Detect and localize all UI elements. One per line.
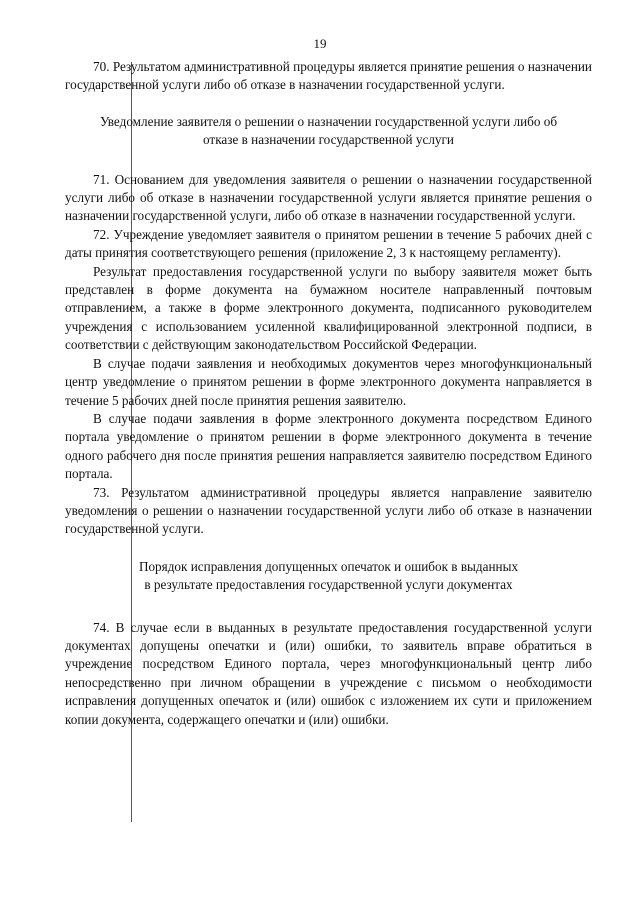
section-heading-corrections: Порядок исправления допущенных опечаток и ошибок в выданных в результате предоставления государственной услуги документах <box>138 558 519 593</box>
paragraph-70: 70. Результатом административной процедуры является принятие решения о назначении государственной услуги либо об отказе в назначении государственной услуги. <box>65 59 592 93</box>
paragraph-74: 74. В случае если в выданных в результате предоставления государственной услуги документах допущены опечатки и (или) ошибки, то заявитель вправе обратиться в учреждение посредством Единого портала, через многофункциональный центр либо непосредственно при личном обращении в учреждение с письмом о необходимости исправления допущенных опечаток и (или) ошибок с изложением их сути и приложением копии документа, содержащего опечатки и (или) ошибки. <box>65 619 592 727</box>
paragraph-72: 72. Учреждение уведомляет заявителя о принятом решении в течение 5 рабочих дней с даты принятия соответствующего решения (приложение 2, 3 к настоящему регламенту). <box>65 226 592 261</box>
paragraph-portal: В случае подачи заявления в форме электронного документа посредством Единого портала уведомление о принятом решении в форме электронного документа в течение одного рабочего дня после принятия решения направляется заявителю посредством Единого портала. <box>65 410 592 482</box>
paragraph-71: 71. Основанием для уведомления заявителя о решении о назначении государственной услуги либо об отказе в назначении государственной услуги является принятие решения о назначении государственной услуги, либо об отказе в назначении государственной услуги. <box>65 171 592 224</box>
document-body <box>65 58 592 729</box>
paragraph-result-form: Результат предоставления государственной услуги по выбору заявителя может быть представлен в форме документа на бумажном носителе направленный почтовым отправлением, а также в форме электронного документа, подписанного руководителем учреждения с использованием усиленной квалифицированной электронной подписи, в соответствии с действующим законодательством Российской Федерации. <box>65 263 592 353</box>
paragraph-mfc: В случае подачи заявления и необходимых документов через многофункциональный центр уведомление о принятом решении в форме электронного документа направляется в течение 5 рабочих дней после принятия решения заявителю. <box>65 355 592 408</box>
page-number: 19 <box>313 36 327 51</box>
paragraph-73: 73. Результатом административной процедуры является направление заявителю уведомления о решении о назначении государственной услуги либо об отказе в назначении государственной услуги. <box>65 484 592 537</box>
section-heading-notification: Уведомление заявителя о решении о назначении государственной услуги либо об отказе в назначении государственной услуги <box>99 113 558 148</box>
